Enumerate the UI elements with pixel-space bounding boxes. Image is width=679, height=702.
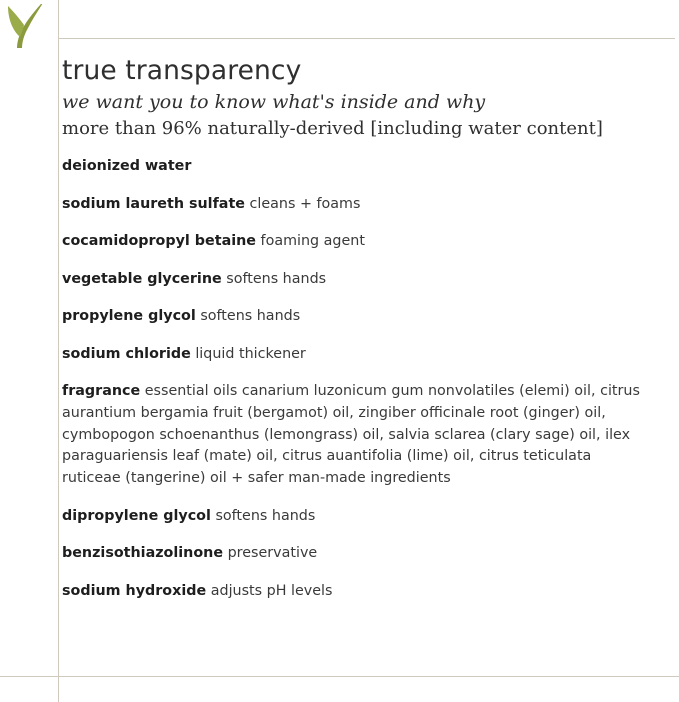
- ingredient-purpose: cleans + foams: [249, 195, 361, 212]
- naturally-derived-statement: more than 96% naturally-derived [including water content]: [62, 117, 603, 139]
- list-item: [62, 269, 654, 290]
- list-item: [62, 306, 654, 327]
- ingredient-name: deionized water: [62, 158, 192, 175]
- ingredient-name: sodium chloride: [62, 345, 191, 362]
- ingredient-name: vegetable glycerine: [62, 270, 222, 287]
- ingredient-name: sodium hydroxide: [62, 582, 207, 599]
- page-title: true transparency: [62, 55, 302, 86]
- list-item: [62, 581, 654, 602]
- ingredient-name: dipropylene glycol: [62, 507, 211, 524]
- ingredient-purpose: liquid thickener: [195, 345, 306, 362]
- ingredient-name: fragrance: [62, 383, 141, 400]
- ingredient-purpose: foaming agent: [260, 233, 365, 250]
- list-item: [62, 194, 654, 215]
- list-item: [62, 344, 654, 365]
- ingredient-purpose: essential oils canarium luzonicum gum nonvolatiles (elemi) oil, citrus aurantium bergamia fruit (bergamot) oil, zingiber officinale root (ginger) oil, cymbopogon schoenanthus (lemongrass) oil, salvia sclarea (clary sage) oil, ilex paraguariensis leaf (mate) oil, citrus auantifolia (lime) oil, citrus teticulata ruticeae (tangerine) oil + safer man-made ingredients: [62, 383, 640, 486]
- ingredient-name: sodium laureth sulfate: [62, 195, 245, 212]
- page-subtitle: we want you to know what's inside and why: [62, 91, 486, 114]
- leaf-icon: [6, 4, 52, 50]
- bottom-divider: [0, 676, 679, 677]
- ingredient-name: benzisothiazolinone: [62, 545, 224, 562]
- ingredient-purpose: softens hands: [200, 308, 301, 325]
- ingredient-purpose: softens hands: [215, 507, 316, 524]
- list-item: [62, 231, 654, 252]
- ingredient-name: propylene glycol: [62, 308, 196, 325]
- content-area: [59, 38, 675, 602]
- list-item: [62, 381, 654, 490]
- ingredient-purpose: softens hands: [226, 270, 327, 287]
- list-item: [62, 156, 654, 177]
- ingredient-purpose: preservative: [227, 545, 318, 562]
- ingredient-purpose: adjusts pH levels: [210, 582, 333, 599]
- list-item: [62, 543, 654, 564]
- ingredient-name: cocamidopropyl betaine: [62, 233, 256, 250]
- ingredient-list: [62, 156, 663, 602]
- list-item: [62, 506, 654, 527]
